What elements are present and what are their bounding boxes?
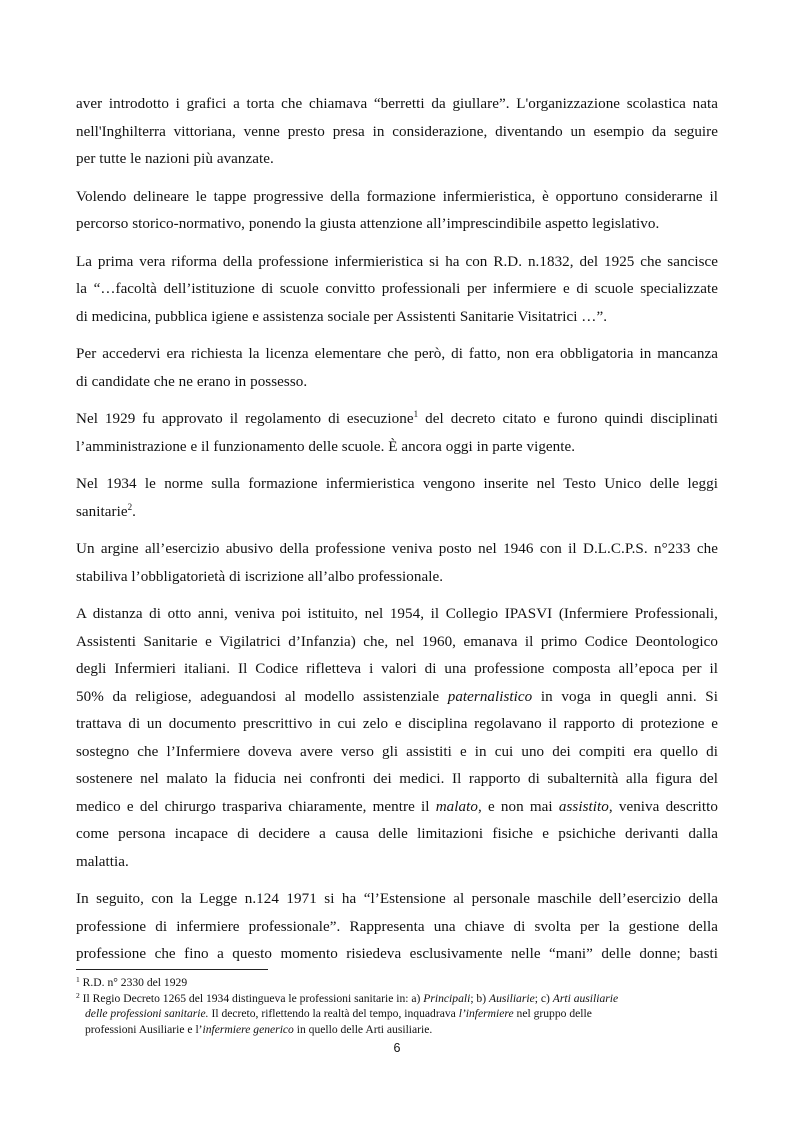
body-text	[76, 91, 718, 979]
paragraph-5-line-1: Nel 1929 fu approvato il regolamento di esecuzione$^1$ del decreto citato e furono quindi disciplinati	[76, 409, 718, 427]
footnote-ref-1[interactable]: 1	[413, 409, 419, 419]
paragraph-8: A distanza di otto anni, veniva poi istituito, nel 1954, il Collegio IPASVI (Infermiere Professionali, Assistenti Sanitarie e Vigilatrici d’Infanzia) che, nel 1960, emanava il primo Codice Deontologico degli Infermieri italiani. Il Codice rifletteva i valori di una professione composta all’epoca per il 50% da religiose, adeguandosi al modello assistenziale paternalistico in voga in quegli anni. Si trattava di un documento prescrittivo in cui zelo e disciplina regolavano il rapporto di protezione e sostegno che l’Infermiere doveva avere verso gli assistiti e in cui uno dei compiti era quello di sostenere nel malato la fiducia nei confronti dei medici. Il rapporto di subalternità alla figura del medico e del chirurgo traspariva chiaramente, mentre il malato, e non mai assistito, veniva descritto come persona incapace di decidere a causa delle limitazioni fisiche e psichiche derivanti dalla malattia.	[76, 606, 718, 870]
paragraph-1: aver introdotto i grafici a torta che chiamava “berretti da giullare”. L'organizzazione scolastica nata nell'Inghilterra vittoriana, venne presto presa in considerazione, diventando un esempio da seguire per tutte le nazioni più avanzate.	[76, 96, 718, 167]
footnote-1: $^1$ R.D. n° 2330 del 1929	[76, 975, 188, 989]
paragraph-2: Volendo delineare le tappe progressive della formazione infermieristica, è opportuno considerarne il percorso storico-normativo, ponendo la giusta attenzione all’imprescindibile aspetto legislativo.	[76, 188, 718, 232]
paragraph-8-line-8: medico e del chirurgo traspariva chiaramente, mentre il malato, e non mai assistito, veniva descritto	[76, 798, 718, 815]
footnote-2: $^2$ Il Regio Decreto 1265 del 1934 distingueva le professioni sanitarie in: a) Principali; b) Ausiliarie; c) Arti ausiliarie delle professioni sanitarie. Il decreto, riflettendo la realtà del tempo, inquadrava l’infermiere nel gruppo delle professioni Ausiliarie e l’infermiere generico in quello delle Arti ausiliarie.	[76, 990, 619, 1036]
paragraph-7: Un argine all’esercizio abusivo della professione veniva posto nel 1946 con il D.L.C.P.S. n°233 che stabiliva l’obbligatorietà di iscrizione all’albo professionale.	[76, 541, 718, 585]
paragraph-6: Nel 1934 le norme sulla formazione infermieristica vengono inserite nel Testo Unico delle leggi sanitarie$^2$.	[76, 471, 718, 526]
paragraph-4: Per accedervi era richiesta la licenza elementare che però, di fatto, non era obbligatoria in mancanza di candidate che ne erano in possesso.	[76, 346, 718, 390]
page-number: 6	[393, 1041, 401, 1055]
paragraph-8-line-4: 50% da religiose, adeguandosi al modello assistenziale paternalistico in voga in quegli anni. Si	[76, 688, 718, 705]
footnote-ref-2[interactable]: 2	[127, 501, 133, 512]
paragraph-3: La prima vera riforma della professione infermieristica si ha con R.D. n.1832, del 1925 che sancisce la “…facoltà dell’istituzione di scuole convitto professionali per infermiere e di scuole specializzate di medicina, pubblica igiene e assistenza sociale per Assistenti Sanitarie Visitatrici …”.	[76, 253, 718, 325]
footnote-divider	[76, 969, 268, 970]
paragraph-9: In seguito, con la Legge n.124 1971 si ha “l’Estensione al personale maschile dell’esercizio della professione di infermiere professionale”. Rappresenta una chiave di svolta per la gestione della professione che fino a questo momento risiedeva esclusivamente nelle “mani” delle donne; basti	[76, 891, 718, 962]
paragraph-6-line-2: sanitarie$^2$.	[76, 501, 136, 520]
paragraph-5: Nel 1929 fu approvato il regolamento di esecuzione$^1$ del decreto citato e furono quindi disciplinati l’amministrazione e il funzionamento delle scuole. È ancora oggi in parte vigente.	[76, 406, 718, 461]
footnotes	[76, 975, 718, 1037]
